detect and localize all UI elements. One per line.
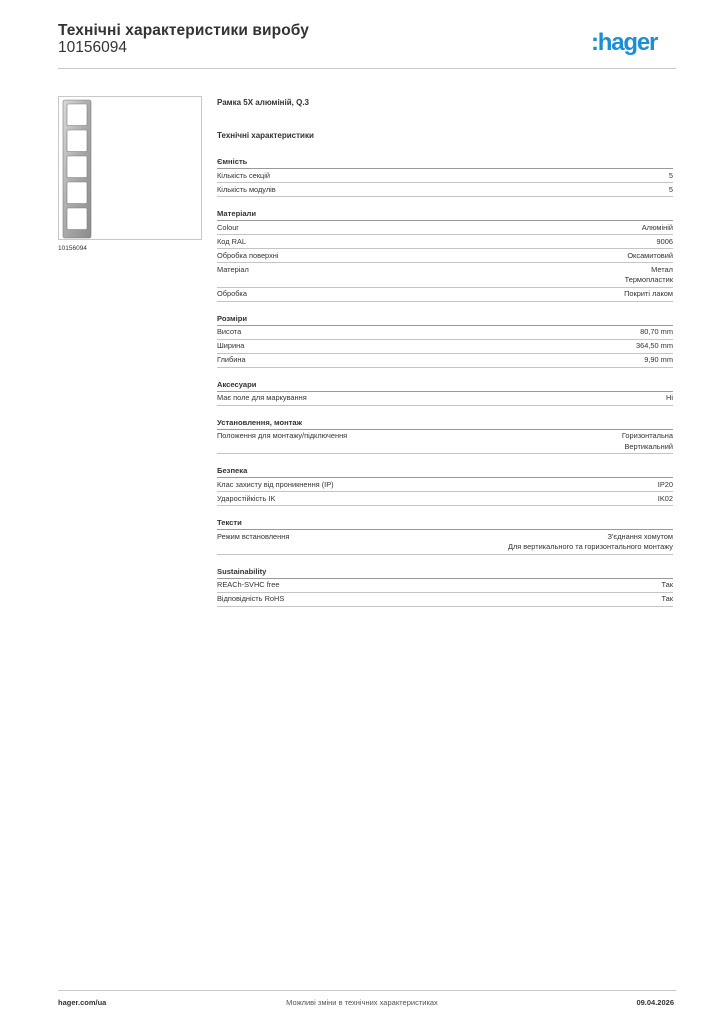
spec-label: Обробка поверхні	[217, 250, 279, 260]
spec-row	[217, 530, 673, 555]
spec-row	[217, 354, 673, 368]
image-caption: 10156094	[58, 245, 87, 252]
spec-value-line: Для вертикального та горизонтального монтажу	[507, 542, 673, 551]
spec-section	[217, 565, 673, 607]
spec-label: Код RAL	[217, 236, 246, 246]
product-image	[58, 96, 202, 240]
spec-section	[217, 416, 673, 455]
spec-section	[217, 207, 673, 302]
spec-value	[669, 185, 673, 196]
spec-value	[508, 532, 673, 553]
spec-value-line: Метал	[651, 264, 673, 274]
spec-value-line: IP20	[657, 479, 673, 489]
spec-content	[217, 96, 673, 617]
spec-value	[669, 171, 673, 182]
spec-label: Висота	[217, 327, 242, 336]
footer-notice: Можливі зміни в технічних характеристиках	[286, 998, 438, 1007]
spec-value	[642, 223, 673, 234]
spec-label: Клас захисту від проникнення (IP)	[217, 479, 334, 489]
spec-value	[657, 237, 673, 248]
spec-value-line: Так	[661, 594, 673, 603]
spec-row	[217, 340, 673, 354]
spec-row	[217, 430, 673, 455]
spec-value-line: З'єднання хомутом	[607, 531, 673, 541]
spec-value	[644, 355, 673, 366]
spec-section	[217, 312, 673, 368]
spec-row	[217, 392, 673, 406]
spec-label: Colour	[217, 222, 239, 232]
page-title: Технічні характеристики виробу	[58, 22, 309, 39]
spec-value-line: Алюміній	[641, 222, 673, 232]
spec-value	[658, 494, 673, 505]
product-code: 10156094	[58, 39, 127, 56]
section-title: Ємність	[217, 155, 673, 169]
footer-divider	[58, 990, 676, 991]
spec-label: Має поле для маркування	[217, 393, 307, 402]
spec-row	[217, 478, 673, 492]
spec-label: Ударостійкість IK	[217, 493, 276, 503]
spec-value-line: Так	[661, 580, 673, 589]
section-title: Sustainability	[217, 565, 673, 579]
spec-section	[217, 516, 673, 555]
spec-label: Кількість секцій	[217, 170, 271, 180]
spec-row	[217, 579, 673, 593]
spec-heading: Технічні характеристики	[217, 131, 314, 140]
footer-date: 09.04.2026	[636, 998, 674, 1007]
spec-label: Режим встановлення	[217, 531, 290, 541]
spec-label: Обробка	[217, 289, 247, 298]
spec-row	[217, 221, 673, 235]
spec-label: Глибина	[217, 355, 246, 364]
spec-value-line: 9006	[656, 236, 673, 246]
spec-value	[666, 393, 673, 404]
spec-value	[622, 431, 673, 452]
spec-value-line: 9,90 mm	[644, 355, 673, 364]
spec-value	[661, 594, 673, 605]
spec-label: Кількість модулів	[217, 184, 276, 194]
spec-section	[217, 378, 673, 406]
spec-value-line: Термопластик	[624, 275, 673, 284]
spec-value-line: 80,70 mm	[640, 327, 673, 336]
svg-text::hager: :hager	[591, 29, 658, 56]
hager-logo	[591, 28, 677, 60]
spec-value	[624, 289, 673, 300]
spec-value-line: Вертикальний	[624, 441, 673, 451]
header-divider	[58, 68, 676, 69]
spec-row	[217, 183, 673, 197]
spec-value	[661, 580, 673, 591]
section-title: Розміри	[217, 312, 673, 326]
spec-label: Ширина	[217, 341, 245, 350]
spec-label: Положення для монтажу/підключення	[217, 431, 348, 440]
spec-section	[217, 155, 673, 197]
spec-value	[625, 265, 673, 286]
spec-row	[217, 249, 673, 263]
footer-website-link[interactable]: hager.com/ua	[58, 998, 107, 1007]
spec-value	[627, 251, 673, 262]
spec-value	[636, 341, 673, 352]
spec-section	[217, 464, 673, 506]
section-title: Аксесуари	[217, 378, 673, 392]
spec-label: Відповідність RoHS	[217, 594, 285, 603]
spec-row	[217, 263, 673, 288]
spec-row	[217, 235, 673, 249]
spec-value	[640, 327, 673, 338]
spec-value-line: 5	[668, 184, 673, 194]
spec-row	[217, 288, 673, 302]
spec-row	[217, 492, 673, 506]
spec-label: REACh-SVHC free	[217, 580, 280, 589]
spec-value	[658, 480, 673, 491]
spec-row	[217, 593, 673, 607]
spec-value-line: IK02	[657, 493, 673, 503]
spec-value-line: Горизонтальна	[621, 431, 673, 440]
spec-value-line: Ні	[666, 393, 673, 402]
spec-value-line: 5	[668, 170, 673, 180]
spec-value-line: Оксамитовий	[627, 250, 673, 260]
product-name: Рамка 5X алюміній, Q.3	[217, 98, 309, 107]
spec-value-line: Покриті лаком	[624, 289, 673, 298]
section-title: Безпека	[217, 464, 673, 478]
spec-sections	[217, 155, 673, 607]
spec-row	[217, 326, 673, 340]
spec-label: Матеріал	[217, 264, 249, 274]
section-title: Матеріали	[217, 207, 673, 221]
section-title: Установлення, монтаж	[217, 416, 673, 430]
spec-value-line: 364,50 mm	[636, 341, 673, 350]
section-title: Тексти	[217, 516, 673, 530]
spec-row	[217, 169, 673, 183]
